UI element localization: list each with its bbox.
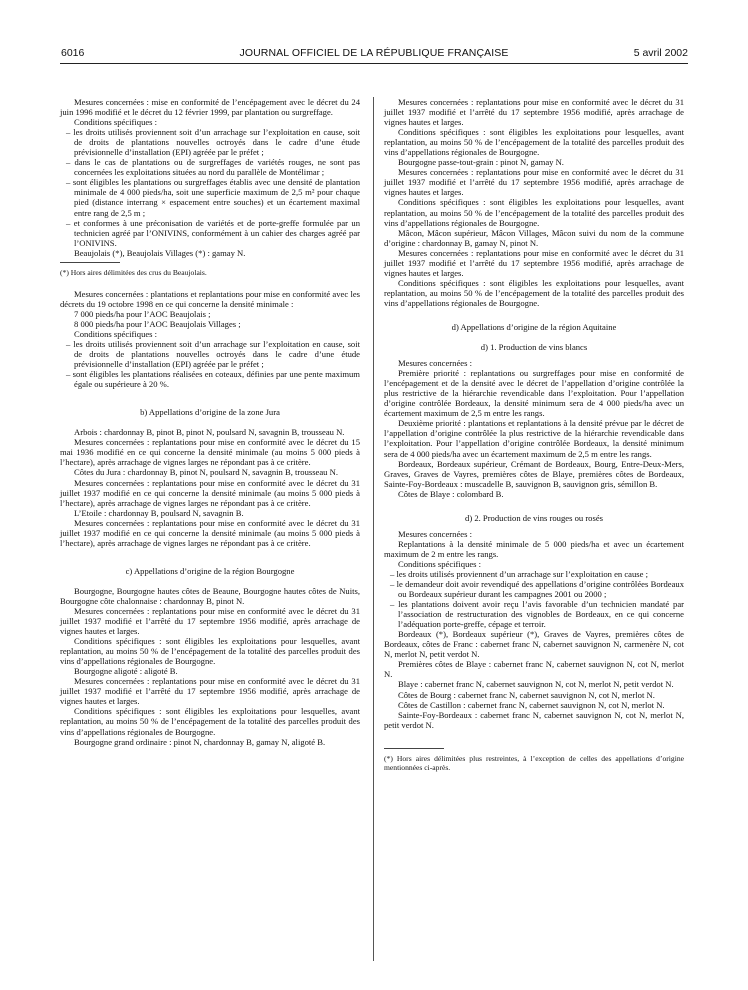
paragraph: Bourgogne aligoté : aligoté B. [74, 666, 178, 677]
footnote-separator [60, 262, 120, 263]
paragraph: Mesures concernées : replantations pour mise en conformité avec le décret du 31 juillet 1937 modifié en ce qui concerne la densité minimale (au moins 5 000 pieds à l’hectare), après arrachage de vignes larges ne répondant pas à ce critère. [60, 477, 360, 508]
paragraph: Arbois : chardonnay B, pinot B, pinot N, poulsard N, savagnin B, trousseau N. [74, 427, 345, 438]
list-item: – le demandeur doit avoir revendiqué des appellations d’origine contrôlées Bordeaux ou Bordeaux supérieur durant les campagnes 2001 ou 2000 ; [390, 579, 684, 600]
paragraph: Mâcon, Mâcon supérieur, Mâcon Villages, Mâcon suivi du nom de la commune d’origine : chardonnay B, gamay N, pinot N. [384, 227, 684, 248]
paragraph: Premières côtes de Blaye : cabernet franc N, cabernet sauvignon N, cot N, merlot N. [384, 659, 684, 680]
paragraph: Mesures concernées : replantations pour mise en conformité avec le décret du 15 mai 1936 modifié en ce qui concerne la densité minimale (au moins 5 000 pieds à l’hectare), après arrachage de vignes larges ne répondant pas à ce critère. [60, 437, 360, 468]
list-item: – sont éligibles les plantations réalisées en coteaux, définies par une pente maximum égale ou supérieure à 20 %. [66, 369, 360, 390]
paragraph: Bourgogne passe-tout-grain : pinot N, gamay N. [398, 157, 564, 168]
paragraph: Bordeaux (*), Bordeaux supérieur (*), Graves de Vayres, premières côtes de Bordeaux, côtes de Franc : cabernet franc N, cabernet sauvignon N, carmenère N, cot N, merlot N, petit verdot N. [384, 629, 684, 660]
section-heading: b) Appellations d’origine de la zone Jura [140, 407, 280, 418]
list-item: – dans le cas de plantations ou de surgreffages de variétés rouges, ne sont pas concernées les exploitations situées au nord du parallèle de Montélimar ; [66, 157, 360, 178]
paragraph: Bourgogne, Bourgogne hautes côtes de Beaune, Bourgogne hautes côtes de Nuits, Bourgogne côte chalonnaise : chardonnay B, pinot N. [60, 585, 360, 606]
paragraph: 8 000 pieds/ha pour l’AOC Beaujolais Villages ; [74, 318, 241, 329]
paragraph: Mesures concernées : replantations pour mise en conformité avec le décret du 31 juillet 1937 modifié en ce qui concerne la densité minimale (au moins 5 000 pieds à l’hectare), après arrachage de vignes larges ne répondant pas à ce critère. [60, 517, 360, 548]
paragraph: Mesures concernées : [398, 358, 472, 369]
subsection-heading: d) 2. Production de vins rouges ou rosés [465, 512, 603, 523]
paragraph: Sainte-Foy-Bordeaux : cabernet franc N, cabernet sauvignon N, cot N, merlot N, petit verdot N. [384, 709, 684, 730]
paragraph: Mesures concernées : plantations et replantations pour mise en conformité avec les décrets du 19 octobre 1998 en ce qui concerne la densité minimale : [60, 288, 360, 309]
list-item: – les plantations doivent avoir reçu l’avis favorable d’un technicien mandaté par l’association de restructuration des vignobles de Bordeaux, en ce qui concerne l’adéquation porte-greffe, cépage et terroir. [390, 599, 684, 630]
paragraph: Conditions spécifiques : [74, 328, 158, 339]
paragraph: Côtes de Bourg : cabernet franc N, cabernet sauvignon N, cot N, merlot N. [398, 689, 655, 700]
left-column [60, 97, 360, 747]
list-item: – les droits utilisés proviennent soit d’un arrachage sur l’exploitation en cause, soit de droits de plantations nouvelles octroyés dans le cadre d’une étude prévisionnelle d’installation (EPI) agréée par le préfet ; [66, 127, 360, 158]
paragraph: Conditions spécifiques : sont éligibles les exploitations pour lesquelles, avant replantation, au moins 50 % de l’encépagement de la totalité des parcelles produit des vins d’appellations régionales de Bourgogne. [60, 706, 360, 737]
paragraph: Conditions spécifiques : [398, 558, 482, 569]
paragraph: Mesures concernées : replantations pour mise en conformité avec le décret du 31 juillet 1937 modifié et l’arrêté du 17 septembre 1956 modifié, après arrachage de vignes hautes et larges. [384, 247, 684, 278]
issue-date: 5 avril 2002 [633, 47, 688, 59]
paragraph: Conditions spécifiques : sont éligibles les exploitations pour lesquelles, avant replantation, au moins 50 % de l’encépagement de la totalité des parcelles produit des vins d’appellations régionales de Bourgogne. [384, 127, 684, 158]
list-item: – les droits utilisés proviennent soit d’un arrachage sur l’exploitation en cause, soit de droits de plantations nouvelles octroyés dans le cadre d’une étude prévisionnelle d’installation (EPI) agréée par le préfet ; [66, 338, 360, 370]
list-item: – les droits utilisés proviennent d’un arrachage sur l’exploitation en cause ; [390, 568, 648, 579]
paragraph: Côtes du Jura : chardonnay B, pinot N, poulsard N, savagnin B, trousseau N. [74, 467, 338, 478]
paragraph: Replantations à la densité minimale de 5 000 pieds/ha et avec un écartement maximum de 2 m entre les rangs. [384, 538, 684, 559]
paragraph: Mesures concernées : replantations pour mise en conformité avec le décret du 31 juillet 1937 modifié et l’arrêté du 17 septembre 1956 modifié, après arrachage de vignes hautes et larges. [384, 167, 684, 198]
paragraph: Côtes de Castillon : cabernet franc N, cabernet sauvignon N, cot N, merlot N. [398, 699, 665, 710]
paragraph: Bourgogne grand ordinaire : pinot N, chardonnay B, gamay N, aligoté B. [74, 736, 326, 747]
paragraph: Côtes de Blaye : colombard B. [398, 488, 504, 499]
paragraph: Deuxième priorité : plantations et replantations à la densité prévue par le décret de l’appellation d’origine contrôlée la plus restrictive de la hiérarchie revendicable dans l’exploitation. Pour l’appellation d’origine contrôlée Bordeaux, la densité minimum sera de 4 000 pieds/ha avec un écartement maximum de 2,5 m entre les rangs. [384, 418, 684, 459]
header-rule [60, 63, 688, 64]
footnote: (*) Hors aires délimitées des crus du Beaujolais. [60, 267, 207, 277]
footnote-separator [384, 748, 444, 749]
paragraph: Conditions spécifiques : sont éligibles les exploitations pour lesquelles, avant replantation, au moins 50 % de l’encépagement de la totalité des parcelles produit des vins d’appellations régionales de Bourgogne. [384, 277, 684, 308]
paragraph: Mesures concernées : replantations pour mise en conformité avec le décret du 31 juillet 1937 modifié et l’arrêté du 17 septembre 1956 modifié, après arrachage de vignes hautes et larges. [60, 605, 360, 637]
footnote: (*) Hors aires délimitées plus restreintes, à l’exception de celles des appellations d’origine mentionnées ci-après. [384, 753, 684, 772]
paragraph: L’Etoile : chardonnay B, poulsard N, savagnin B. [74, 507, 244, 518]
paragraph: Première priorité : replantations ou surgreffages pour mise en conformité de l’encépagement et de la densité avec le décret de l’appellation d’origine contrôlée la plus restrictive de la hiérarchie revendicable dans l’exploitation. Pour l’appellation d’origine contrôlée Bordeaux, la densité minimum sera de 4 000 pieds/ha avec un écartement maximum de 2,5 m entre les rangs. [384, 368, 684, 419]
paragraph: 7 000 pieds/ha pour l’AOC Beaujolais ; [74, 308, 211, 319]
subsection-heading: d) 1. Production de vins blancs [480, 342, 588, 353]
paragraph: Mesures concernées : replantations pour mise en conformité avec le décret du 31 juillet 1937 modifié et l’arrêté du 17 septembre 1956 modifié, après arrachage de vignes hautes et larges. [384, 97, 684, 128]
paragraph: Conditions spécifiques : sont éligibles les exploitations pour lesquelles, avant replantation, au moins 50 % de l’encépagement de la totalité des parcelles produit des vins d’appellations régionales de Bourgogne. [60, 636, 360, 667]
page-number: 6016 [61, 47, 85, 59]
paragraph: Bordeaux, Bordeaux supérieur, Crémant de Bordeaux, Bourg, Entre-Deux-Mers, Graves, Graves de Vayres, premières côtes de Blaye, premières côtes de Bordeaux, Sainte-Foy-Bordeaux : muscadelle B, sauvignon B, sauvignon gris, sémillon B. [384, 458, 684, 489]
paragraph: Mesures concernées : mise en conformité de l’encépagement avec le décret du 24 juin 1996 modifié et le décret du 12 février 1999, par plantation ou surgreffage. [60, 97, 360, 118]
paragraph: Conditions spécifiques : [74, 117, 158, 128]
journal-title: JOURNAL OFFICIEL DE LA RÉPUBLIQUE FRANÇAISE [239, 47, 509, 59]
section-heading: d) Appellations d’origine de la région Aquitaine [451, 321, 617, 332]
paragraph: Blaye : cabernet franc N, cabernet sauvignon N, cot N, merlot N, petit verdot N. [398, 679, 674, 690]
paragraph: Mesures concernées : [398, 528, 472, 539]
paragraph: Beaujolais (*), Beaujolais Villages (*) : gamay N. [74, 247, 246, 258]
list-item: – et conformes à une préconisation de variétés et de porte-greffe formulée par un technicien agréé par l’ONIVINS, conformément à un cahier des charges agréé par l’ONIVINS. [66, 217, 360, 248]
paragraph: Conditions spécifiques : sont éligibles les exploitations pour lesquelles, avant replantation, au moins 50 % de l’encépagement de la totalité des parcelles produit des vins d’appellations régionales de Bourgogne. [384, 197, 684, 228]
list-item: – sont éligibles les plantations ou surgreffages établis avec une densité de plantation minimale de 4 000 pieds/ha, soit une superficie maximum de 2,5 m² pour chaque pied (distance interrang × espacement entre souches) et un écartement maximal entre rang de 2,5 m ; [66, 177, 360, 218]
right-column [384, 97, 684, 772]
column-divider [373, 97, 374, 961]
paragraph: Mesures concernées : replantations pour mise en conformité avec le décret du 31 juillet 1937 modifié et l’arrêté du 17 septembre 1956 modifié, après arrachage de vignes hautes et larges. [60, 676, 360, 707]
section-heading: c) Appellations d’origine de la région Bourgogne [125, 565, 295, 576]
